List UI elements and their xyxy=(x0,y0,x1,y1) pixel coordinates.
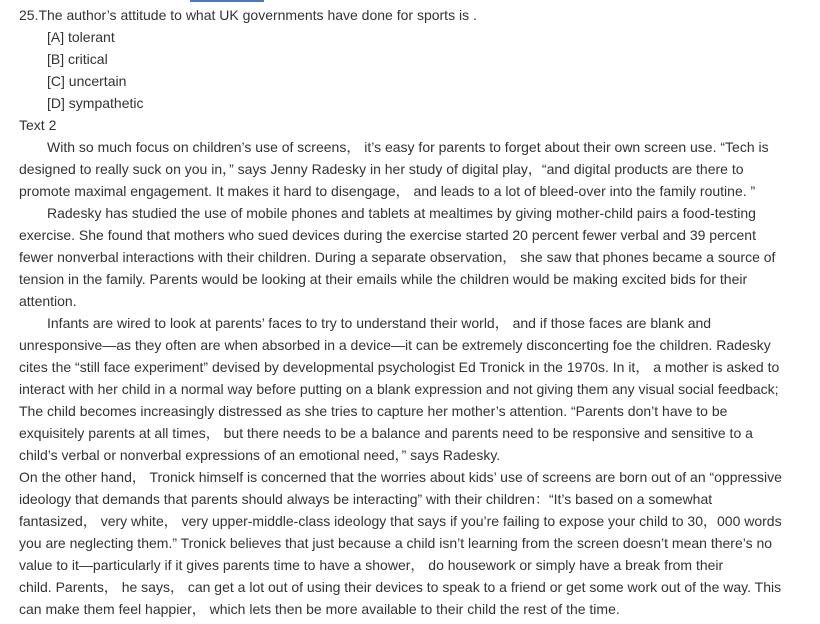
paragraph-line: unresponsive—as they often are when absorbed in a device—it can be extremely disconcerting foe the children. Radesky xyxy=(19,337,771,353)
paragraph-line: exercise. She found that mothers who sued devices during the exercise started 20 percent fewer verbal and 39 percent xyxy=(19,227,756,243)
paragraph-line: fewer nonverbal interactions with their children. During a separate observation， she saw that phones became a source of xyxy=(19,249,776,265)
option-d: [D] sympathetic xyxy=(47,95,144,111)
paragraph-line: Infants are wired to look at parents’ faces to try to understand their world， and if those faces are blank and xyxy=(47,315,712,331)
top-link-fragment[interactable] xyxy=(190,0,264,2)
paragraph-line: ideology that demands that parents should always be interacting” with their children：“It’s based on a somewhat xyxy=(19,491,713,507)
question-block xyxy=(19,4,809,114)
paragraph-line: can make them feel happier， which lets then be more available to their child the rest of the time. xyxy=(19,601,620,617)
paragraph-line: exquisitely parents at all times， but there needs to be a balance and parents need to be responsive and sensitive to a xyxy=(19,425,753,441)
paragraph-line: With so much focus on children’s use of screens， it’s easy for parents to forget about their own screen use. “Tech is xyxy=(47,139,769,155)
paragraph-line: you are neglecting them.” Tronick believes that just because a child isn’t learning from the screen doesn’t mean there’s no xyxy=(19,535,773,551)
paragraph-line: Radesky has studied the use of mobile phones and tablets at mealtimes by giving mother-child pairs a food-testing xyxy=(47,205,756,221)
paragraph-line: interact with her child in a normal way before putting on a blank expression and not giving them any visual social feedback; xyxy=(19,381,779,397)
option-b: [B] critical xyxy=(47,51,108,67)
paragraph-line: On the other hand， Tronick himself is concerned that the worries about kids’ use of screens are born out of an “oppressive xyxy=(19,469,782,485)
option-c: [C] uncertain xyxy=(47,73,127,89)
paragraph-line: cites the “still face experiment” devised by developmental psychologist Ed Tronick in the 1970s. In it， a mother is asked to xyxy=(19,359,780,375)
paragraph-4 xyxy=(19,466,809,620)
paragraph-line: designed to really suck on you in，” says Jenny Radesky in her study of digital play，“and digital products are there to xyxy=(19,161,744,177)
paragraph-line: child’s verbal or nonverbal expressions of an emotional need，” says Radesky. xyxy=(19,447,501,463)
section-title: Text 2 xyxy=(19,117,57,133)
article-page xyxy=(19,4,809,620)
paragraph-2 xyxy=(19,202,809,312)
paragraph-line: tension in the family. Parents would be looking at their emails while the children would be making excited bids for their xyxy=(19,271,748,287)
paragraph-line: fantasized， very white， very upper-middle-class ideology that says if you’re failing to expose your child to 30，000 words xyxy=(19,513,782,529)
paragraph-line: value to it—particularly if it gives parents time to have a shower， do housework or simply have a break from their xyxy=(19,557,724,573)
question-stem: 25.The author’s attitude to what UK governments have done for sports is . xyxy=(19,7,477,23)
paragraph-line: promote maximal engagement. It makes it hard to disengage， and leads to a lot of bleed-over into the family routine. ” xyxy=(19,183,756,199)
paragraph-line: child. Parents， he says， can get a lot out of using their devices to speak to a friend or get some work out of the way. This xyxy=(19,579,782,595)
paragraph-line: attention. xyxy=(19,293,77,309)
paragraph-1 xyxy=(19,136,809,202)
option-a: [A] tolerant xyxy=(47,29,115,45)
paragraph-3 xyxy=(19,312,809,466)
paragraph-line: The child becomes increasingly distressed as she tries to capture her mother’s attention. “Parents don’t have to be xyxy=(19,403,728,419)
